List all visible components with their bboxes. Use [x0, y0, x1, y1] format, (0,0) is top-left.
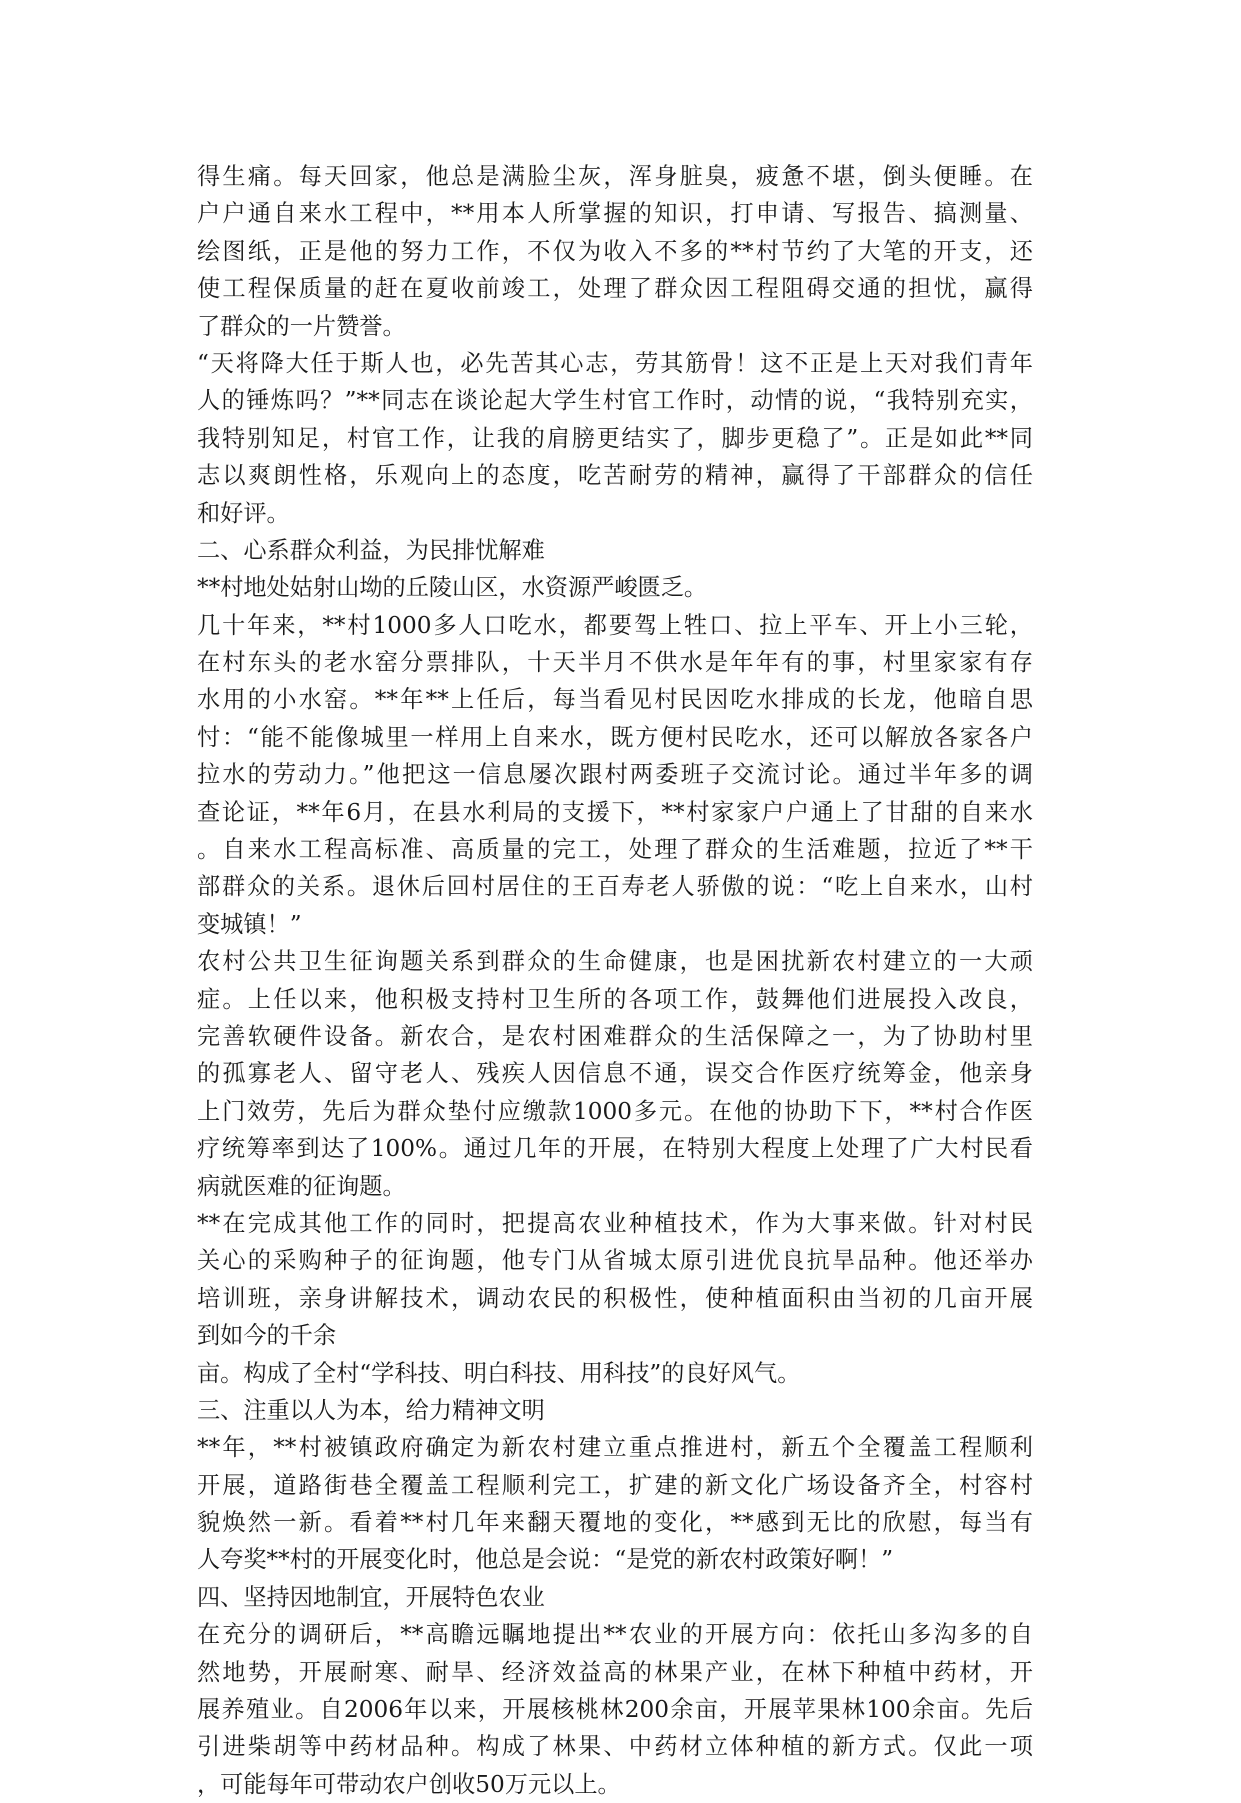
text-line: 四、坚持因地制宜，开展特色农业 — [197, 1583, 545, 1611]
text-line: 户户通自来水工程中，**用本人所掌握的知识，打申请、写报告、搞测量、 — [197, 200, 1033, 228]
text-line: “天将降大任于斯人也，必先苦其心志，劳其筋骨！这不正是上天对我们青年 — [197, 349, 1033, 377]
text-line: 部群众的关系。退休后回村居住的王百寿老人骄傲的说：“吃上自来水，山村 — [197, 873, 1033, 901]
text-line: 人的锤炼吗？”**同志在谈论起大学生村官工作时，动情的说，“我特别充实， — [197, 387, 1033, 415]
text-line: 拉水的劳动力。”他把这一信息屡次跟村两委班子交流讨论。通过半年多的调 — [197, 761, 1033, 789]
text-line: 查论证，**年6月，在县水利局的支援下，**村家家户户通上了甘甜的自来水 — [197, 798, 1033, 826]
text-line: 变城镇！” — [197, 910, 302, 938]
text-line: 在充分的调研后，**高瞻远瞩地提出**农业的开展方向：依托山多沟多的自 — [197, 1621, 1033, 1649]
text-line: 关心的采购种子的征询题，他专门从省城太原引进优良抗旱品种。他还举办 — [197, 1247, 1033, 1275]
text-line: 病就医难的征询题。 — [197, 1172, 406, 1200]
text-line: 培训班，亲身讲解技术，调动农民的积极性，使种植面积由当初的几亩开展 — [197, 1284, 1033, 1312]
text-line: 然地势，开展耐寒、耐旱、经济效益高的林果产业，在林下种植中药材，开 — [197, 1658, 1033, 1686]
text-line: 的孤寡老人、留守老人、残疾人因信息不通，误交合作医疗统筹金，他亲身 — [197, 1060, 1033, 1088]
text-line: 几十年来，**村1000多人口吃水，都要驾上牲口、拉上平车、开上小三轮， — [197, 611, 1033, 639]
text-line: 展养殖业。自2006年以来，开展核桃林200余亩，开展苹果林100余亩。先后 — [197, 1696, 1033, 1724]
text-line: 农村公共卫生征询题关系到群众的生命健康，也是困扰新农村建立的一大顽 — [197, 948, 1033, 976]
text-line: 三、注重以人为本，给力精神文明 — [197, 1396, 545, 1424]
text-line: 忖：“能不能像城里一样用上自来水，既方便村民吃水，还可以解放各家各户 — [197, 723, 1033, 751]
text-line: 水用的小水窑。**年**上任后，每当看见村民因吃水排成的长龙，他暗自思 — [197, 686, 1033, 714]
text-line: 上门效劳，先后为群众垫付应缴款1000多元。在他的协助下下，**村合作医 — [197, 1097, 1033, 1125]
text-line: 了群众的一片赞誉。 — [197, 312, 406, 340]
text-line: 疗统筹率到达了100%。通过几年的开展，在特别大程度上处理了广大村民看 — [197, 1135, 1033, 1163]
text-line: **村地处姑射山坳的丘陵山区，水资源严峻匮乏。 — [197, 574, 708, 602]
text-line: 开展，道路街巷全覆盖工程顺利完工，扩建的新文化广场设备齐全，村容村 — [197, 1471, 1033, 1499]
text-line: 二、心系群众利益，为民排忧解难 — [197, 536, 545, 564]
text-line: **年，**村被镇政府确定为新农村建立重点推进村，新五个全覆盖工程顺利 — [197, 1434, 1033, 1462]
text-line: 症。上任以来，他积极支持村卫生所的各项工作，鼓舞他们进展投入改良， — [197, 985, 1033, 1013]
document-body — [197, 158, 1033, 1803]
text-line: 和好评。 — [197, 499, 290, 527]
text-line: 得生痛。每天回家，他总是满脸尘灰，浑身脏臭，疲惫不堪，倒头便睡。在 — [197, 163, 1033, 190]
text-line: 引进柴胡等中药材品种。构成了林果、中药材立体种植的新方式。仅此一项 — [197, 1733, 1033, 1761]
text-line: 完善软硬件设备。新农合，是农村困难群众的生活保障之一，为了协助村里 — [197, 1022, 1033, 1050]
text-line: 。自来水工程高标准、高质量的完工，处理了群众的生活难题，拉近了**干 — [197, 836, 1033, 864]
text-line: 使工程保质量的赶在夏收前竣工，处理了群众因工程阻碍交通的担忧，赢得 — [197, 275, 1033, 303]
text-line: ，可能每年可带动农户创收50万元以上。 — [197, 1770, 621, 1798]
text-line: **在完成其他工作的同时，把提高农业种植技术，作为大事来做。针对村民 — [197, 1209, 1033, 1237]
text-line: 我特别知足，村官工作，让我的肩膀更结实了，脚步更稳了”。正是如此**同 — [197, 424, 1033, 452]
text-line: 到如今的千余 — [197, 1322, 337, 1350]
text-line: 在村东头的老水窑分票排队，十天半月不供水是年年有的事，村里家家有存 — [197, 649, 1033, 677]
text-line: 人夸奖**村的开展变化时，他总是会说：“是党的新农村政策好啊！” — [197, 1546, 894, 1574]
text-line: 亩。构成了全村“学科技、明白科技、用科技”的良好风气。 — [197, 1359, 801, 1387]
text-line: 绘图纸，正是他的努力工作，不仅为收入不多的**村节约了大笔的开支，还 — [197, 237, 1033, 265]
text-line: 志以爽朗性格，乐观向上的态度，吃苦耐劳的精神，赢得了干部群众的信任 — [197, 462, 1033, 490]
text-line: 貌焕然一新。看着**村几年来翻天覆地的变化，**感到无比的欣慰，每当有 — [197, 1509, 1033, 1537]
